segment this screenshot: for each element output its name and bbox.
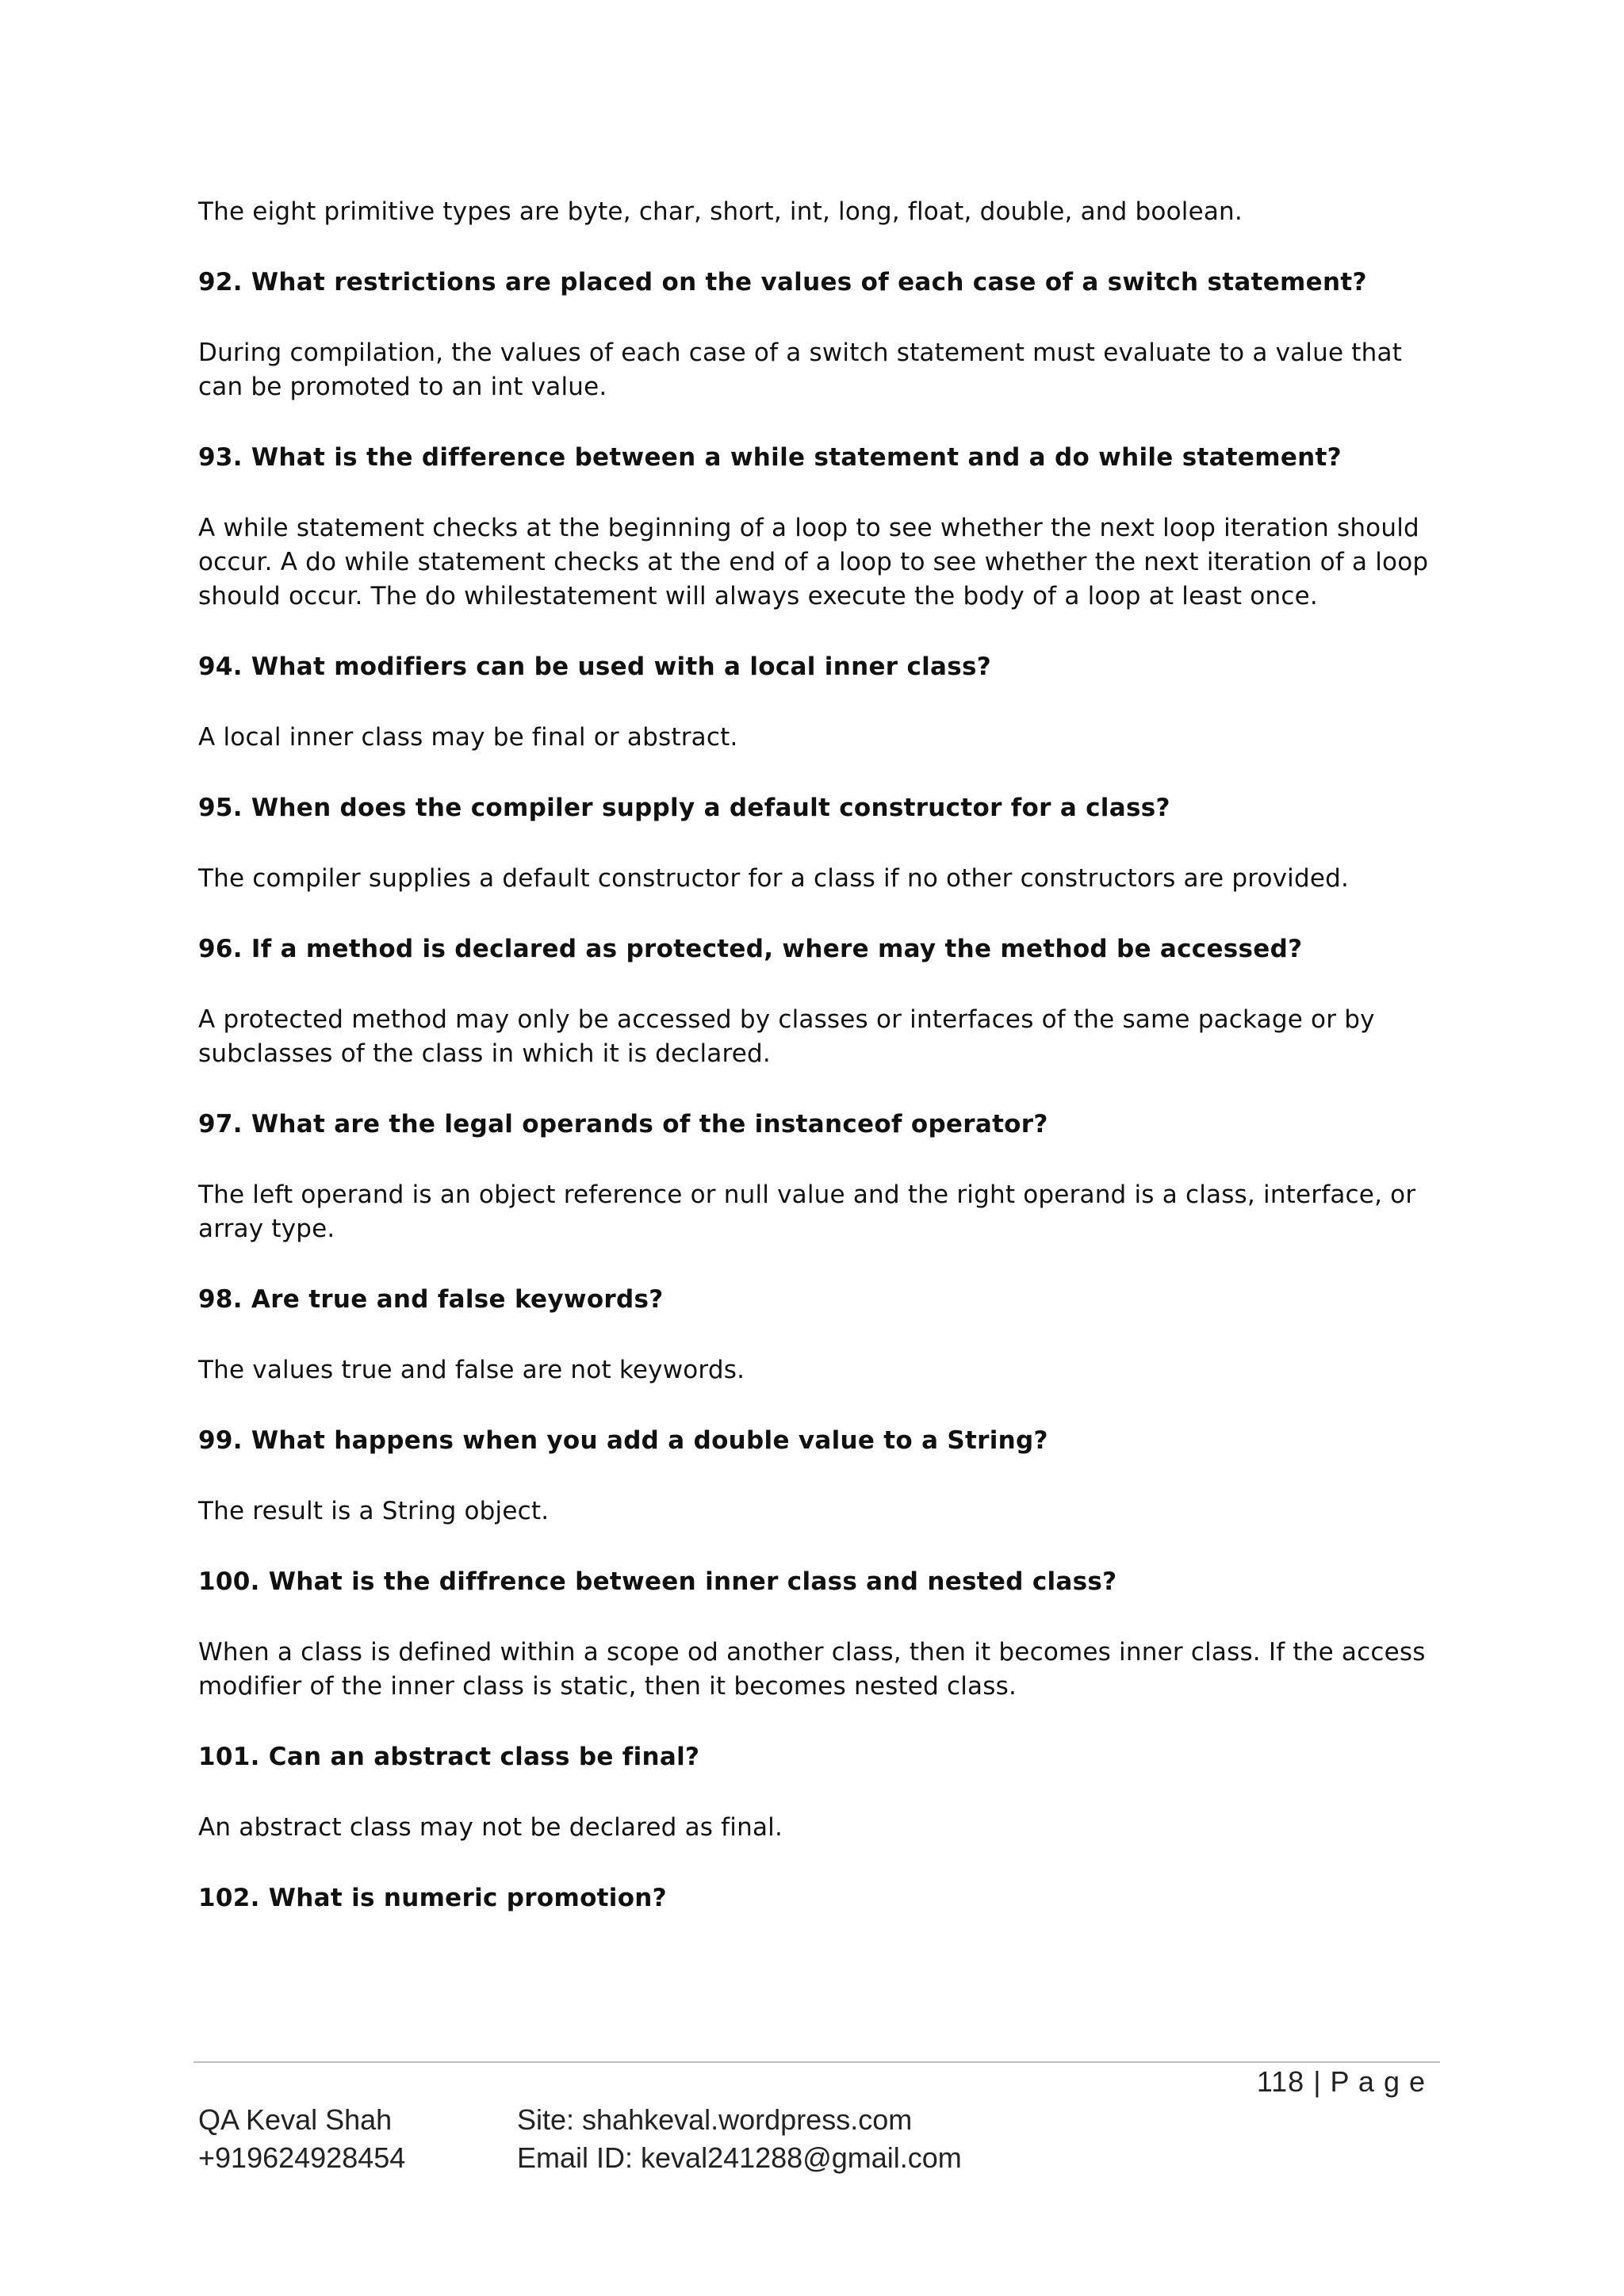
footer-author-block bbox=[198, 2101, 405, 2177]
qa-item-99 bbox=[198, 1424, 1435, 1529]
qa-item-95 bbox=[198, 791, 1435, 896]
footer-divider bbox=[193, 2061, 1440, 2063]
qa-item-92 bbox=[198, 266, 1435, 404]
question-95: 95. When does the compiler supply a default constructor for a class? bbox=[198, 794, 1170, 822]
question-98: 98. Are true and false keywords? bbox=[198, 1285, 664, 1314]
page-number: 118 | P a g e bbox=[1256, 2065, 1426, 2098]
question-97: 97. What are the legal operands of the instanceof operator? bbox=[198, 1110, 1048, 1138]
qa-item-97 bbox=[198, 1108, 1435, 1246]
qa-item-96 bbox=[198, 932, 1435, 1071]
answer-98: The values true and false are not keywords. bbox=[198, 1356, 745, 1384]
answer-93: A while statement checks at the beginning of a loop to see whether the next loop iteration should occur. A do while statement checks at the end of a loop to see whether the next iteration of a loop should occur. The do whilestatement will always execute the body of a loop at least once. bbox=[198, 514, 1429, 610]
answer-97: The left operand is an object reference or null value and the right operand is a class, interface, or array type. bbox=[198, 1181, 1416, 1243]
answer-99: The result is a String object. bbox=[198, 1497, 550, 1525]
qa-item-101 bbox=[198, 1740, 1435, 1845]
footer-phone: +919624928454 bbox=[198, 2141, 406, 2174]
question-100: 100. What is the diffrence between inner class and nested class? bbox=[198, 1567, 1117, 1596]
question-93: 93. What is the difference between a while statement and a do while statement? bbox=[198, 443, 1342, 472]
page-content bbox=[198, 195, 1435, 1952]
question-99: 99. What happens when you add a double value to a String? bbox=[198, 1426, 1048, 1455]
question-101: 101. Can an abstract class be final? bbox=[198, 1743, 700, 1771]
qa-item-102 bbox=[198, 1881, 1435, 1915]
question-94: 94. What modifiers can be used with a local inner class? bbox=[198, 652, 992, 681]
intro-paragraph: The eight primitive types are byte, char, short, int, long, float, double, and boolean. bbox=[198, 197, 1243, 226]
answer-92: During compilation, the values of each case of a switch statement must evaluate to a value that can be promoted to an int value. bbox=[198, 339, 1403, 401]
footer-email: Email ID: keval241288@gmail.com bbox=[517, 2141, 962, 2174]
footer-author: QA Keval Shah bbox=[198, 2103, 393, 2136]
footer-site: Site: shahkeval.wordpress.com bbox=[517, 2103, 913, 2136]
qa-item-93 bbox=[198, 441, 1435, 614]
qa-item-100 bbox=[198, 1565, 1435, 1704]
answer-101: An abstract class may not be declared as final. bbox=[198, 1813, 783, 1842]
footer-contact-block bbox=[517, 2101, 962, 2177]
question-96: 96. If a method is declared as protected, where may the method be accessed? bbox=[198, 935, 1303, 963]
answer-96: A protected method may only be accessed by classes or interfaces of the same package or by subclasses of the class in which it is declared. bbox=[198, 1005, 1375, 1068]
answer-100: When a class is defined within a scope od another class, then it becomes inner class. If the access modifier of the inner class is static, then it becomes nested class. bbox=[198, 1638, 1426, 1701]
qa-item-94 bbox=[198, 650, 1435, 755]
answer-95: The compiler supplies a default constructor for a class if no other constructors are provided. bbox=[198, 864, 1350, 893]
question-102: 102. What is numeric promotion? bbox=[198, 1884, 667, 1912]
question-92: 92. What restrictions are placed on the values of each case of a switch statement? bbox=[198, 268, 1367, 297]
answer-94: A local inner class may be final or abstract. bbox=[198, 723, 738, 752]
qa-item-98 bbox=[198, 1283, 1435, 1387]
